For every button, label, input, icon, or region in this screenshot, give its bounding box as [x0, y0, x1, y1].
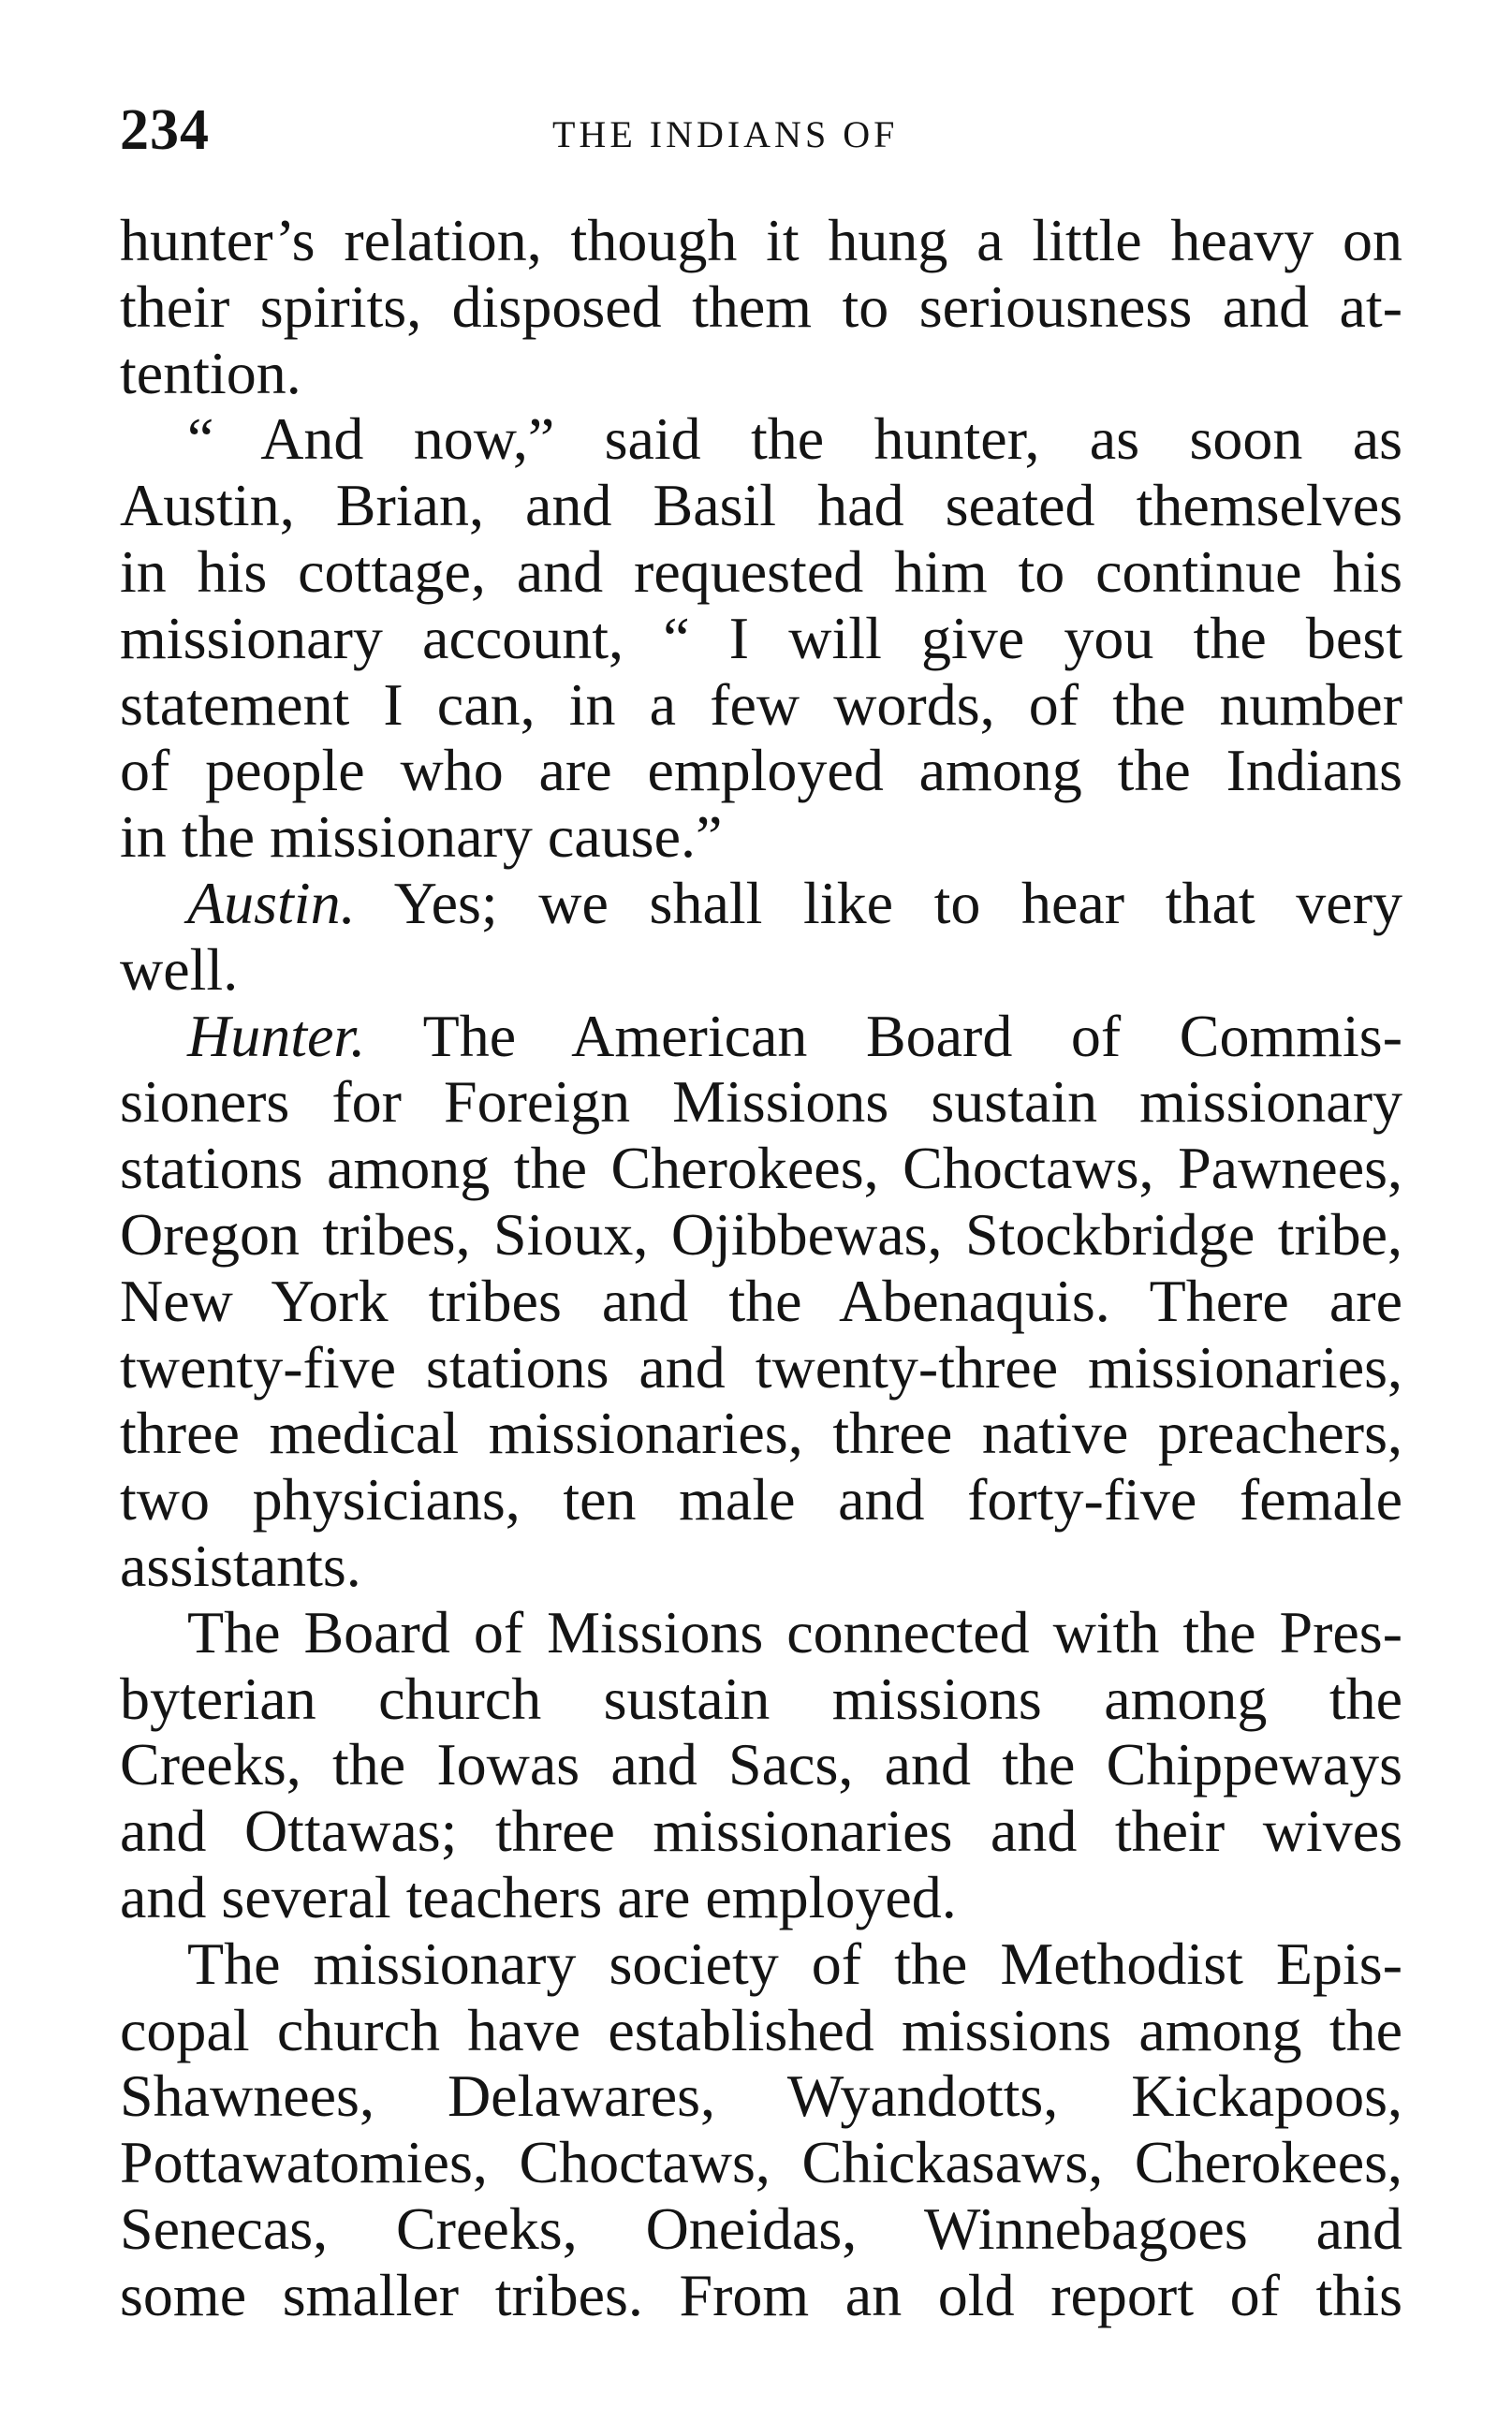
text-line: well.	[120, 935, 239, 1003]
text-line: Shawnees, Delawares, Wyandotts, Kickapoos,	[120, 2062, 1402, 2130]
text-line: New York tribes and the Abenaquis. There are	[120, 1267, 1402, 1334]
text-line: The Board of Missions connected with the Pres-	[187, 1598, 1402, 1666]
page-number: 234	[120, 98, 210, 162]
text-line: of people who are employed among the Indians	[120, 737, 1402, 804]
text-line: in the missionary cause.”	[120, 803, 723, 871]
speaker-line-hunter	[120, 1004, 1402, 1070]
text-line: some smaller tribes. From an old report of this	[120, 2261, 1402, 2328]
text-line: three medical missionaries, three native preachers,	[120, 1400, 1402, 1467]
text-line: in his cottage, and requested him to continue his	[120, 537, 1402, 605]
text-line: twenty-five stations and twenty-three missionaries,	[120, 1333, 1402, 1401]
running-title: THE INDIANS OF	[552, 113, 899, 155]
text-line: hunter’s relation, though it hung a little heavy on	[120, 207, 1402, 273]
text-line: byterian church sustain missions among the	[120, 1665, 1402, 1732]
text-line: missionary account, “ I will give you the best	[120, 604, 1402, 671]
text-line: and Ottawas; three missionaries and their wives	[120, 1798, 1402, 1865]
text-line: “ And now,” said the hunter, as soon as	[187, 405, 1402, 473]
text-line: sioners for Foreign Missions sustain missionary	[120, 1068, 1402, 1136]
text-line: two physicians, ten male and forty-five female	[120, 1466, 1402, 1534]
speaker-line-austin	[120, 871, 1402, 937]
text-line: Senecas, Creeks, Oneidas, Winnebagoes and	[120, 2194, 1402, 2262]
speaker-name: Austin.	[187, 869, 356, 936]
speaker-text: The American Board of Commis-	[365, 1002, 1402, 1069]
body-text	[120, 208, 1402, 2329]
text-line: Austin, Brian, and Basil had seated themselves	[120, 472, 1402, 539]
text-line: statement I can, in a few words, of the number	[120, 670, 1402, 738]
speaker-name: Hunter.	[187, 1002, 366, 1069]
text-line: assistants.	[120, 1532, 361, 1599]
text-line: and several teachers are employed.	[120, 1863, 957, 1930]
text-line: tention.	[120, 339, 301, 406]
text-line: Pottawatomies, Choctaws, Chickasaws, Cherokees,	[120, 2129, 1402, 2196]
text-line: their spirits, disposed them to seriousness and at-	[120, 272, 1402, 340]
text-line: Oregon tribes, Sioux, Ojibbewas, Stockbridge tribe,	[120, 1200, 1402, 1268]
text-line: Creeks, the Iowas and Sacs, and the Chippeways	[120, 1731, 1402, 1798]
text-line: The missionary society of the Methodist Epis-	[187, 1930, 1402, 1997]
text-line: stations among the Cherokees, Choctaws, Pawnees,	[120, 1135, 1402, 1202]
text-line: copal church have established missions among the	[120, 1996, 1402, 2063]
speaker-text: Yes; we shall like to hear that very	[355, 869, 1402, 936]
